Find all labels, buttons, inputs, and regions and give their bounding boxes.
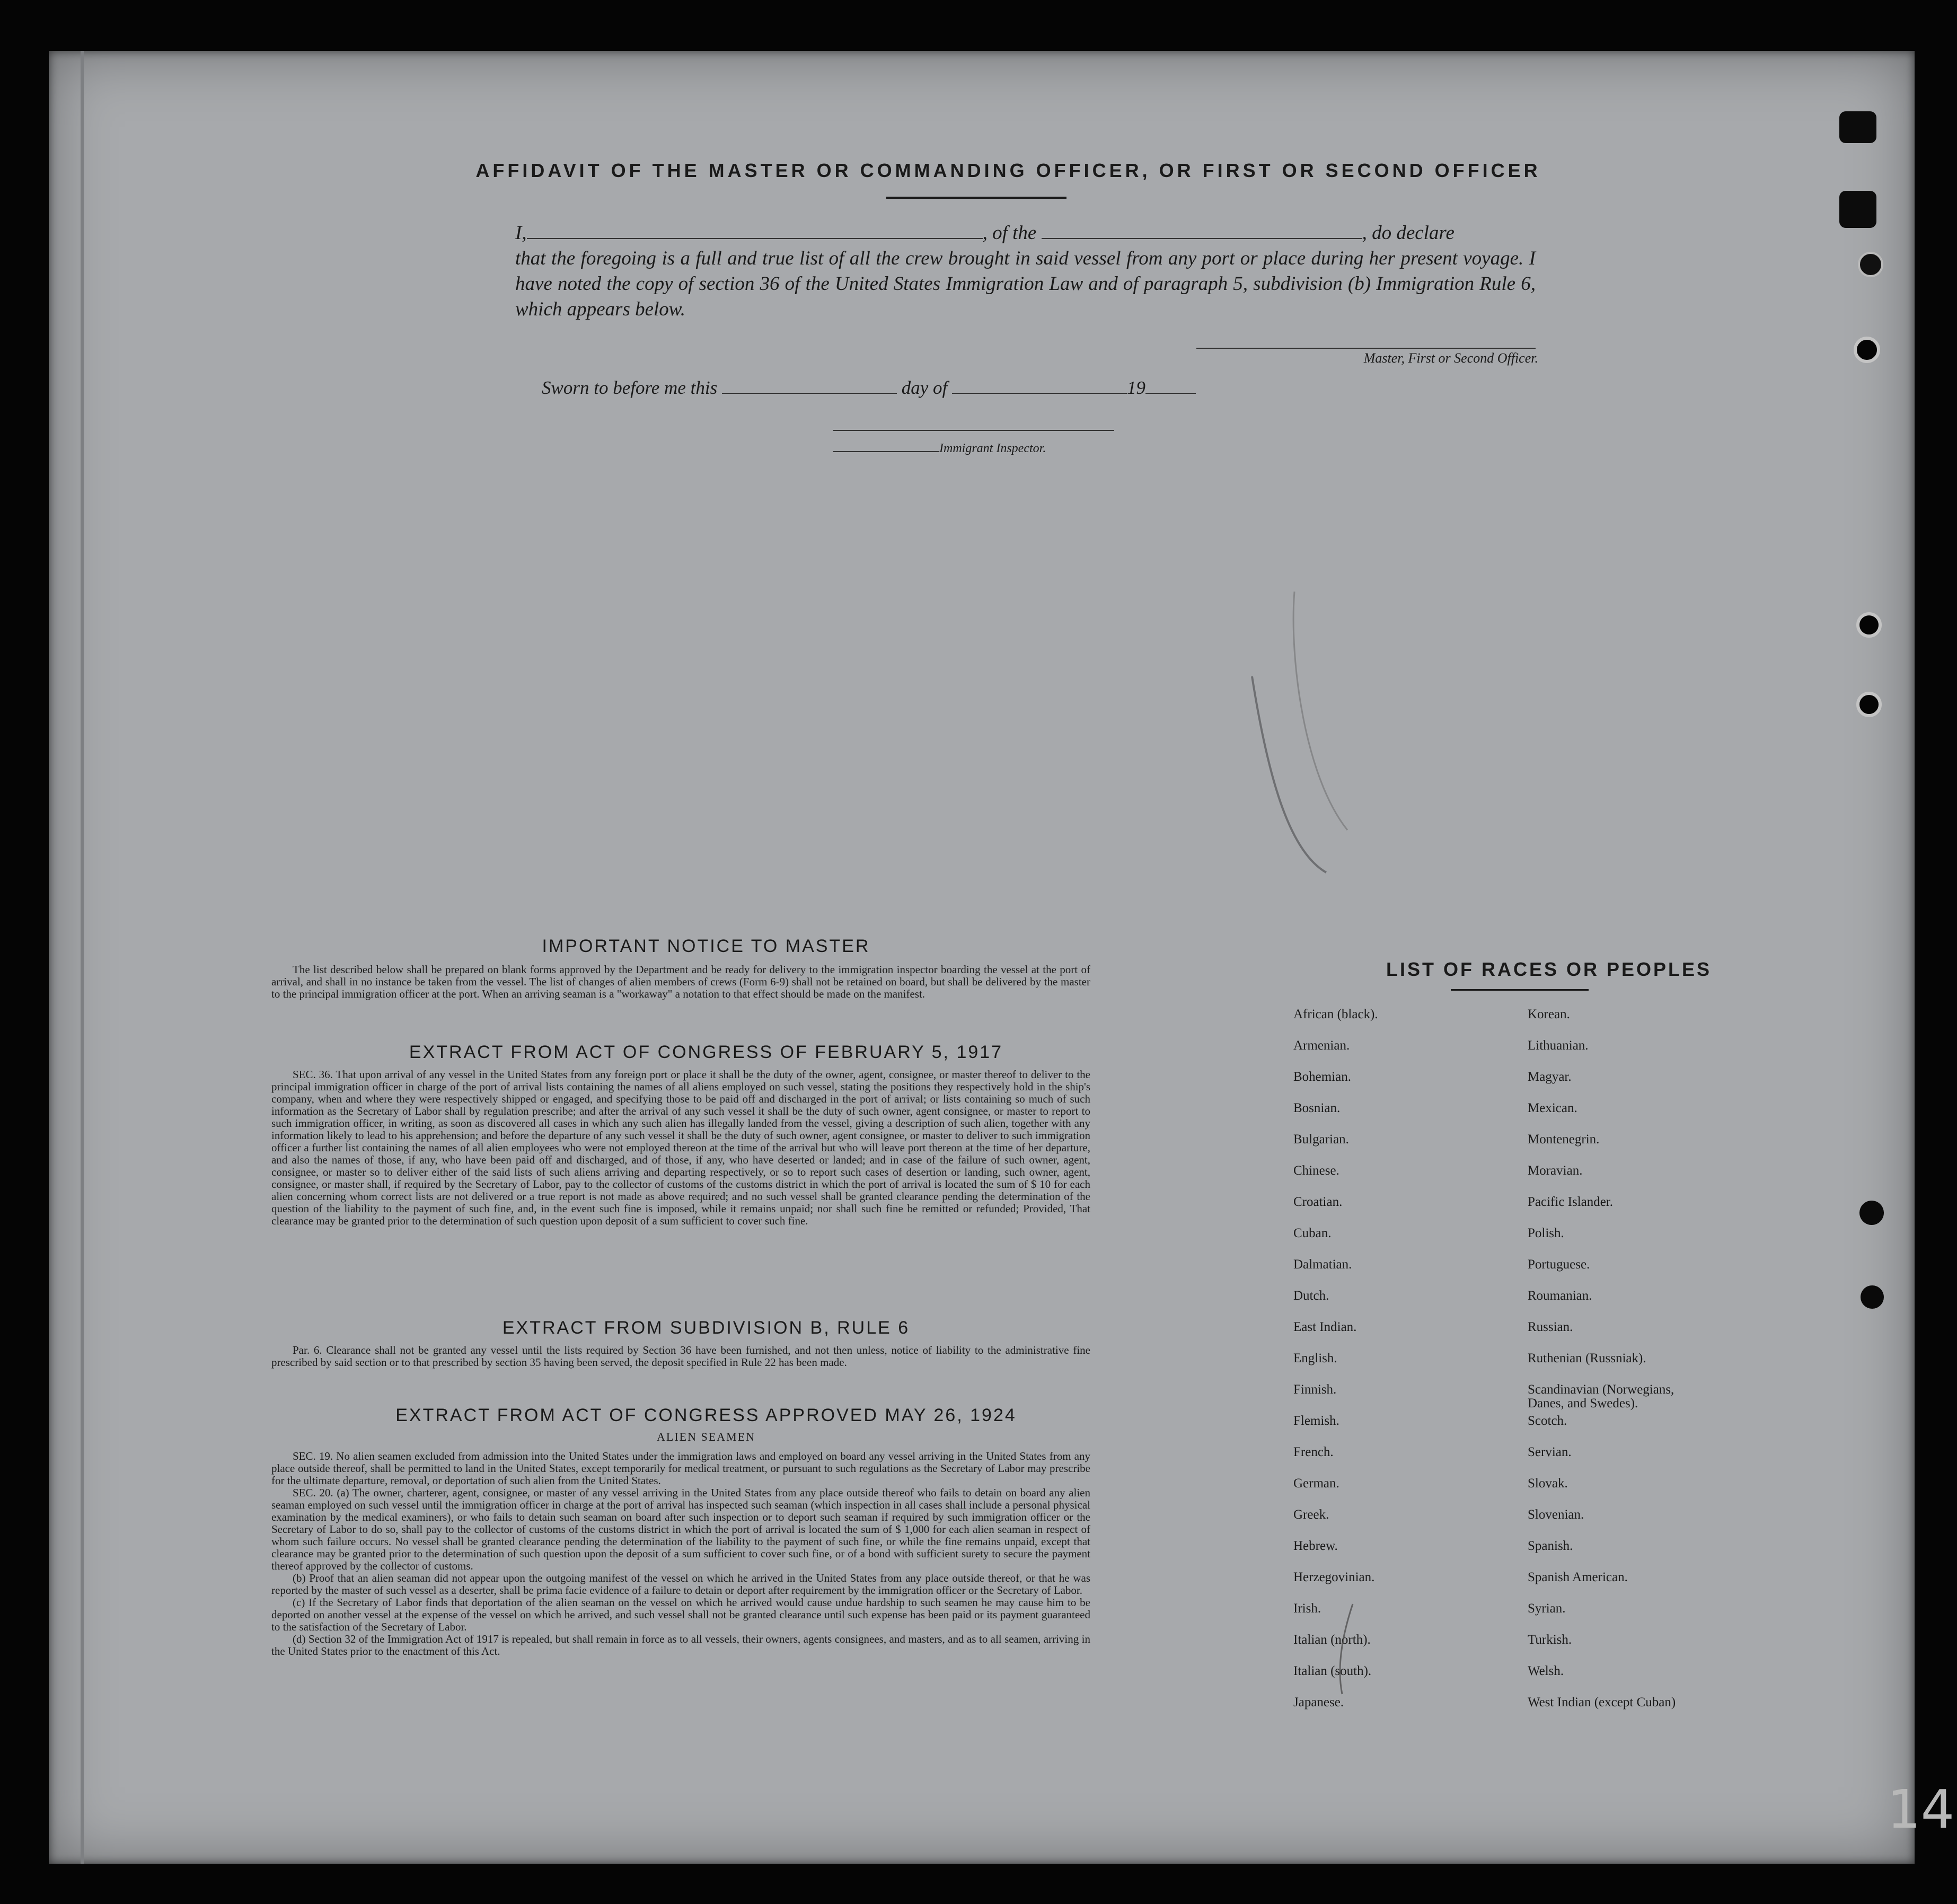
sworn-label: Sworn to before me this bbox=[542, 377, 718, 398]
race-item: Slovak. bbox=[1528, 1476, 1568, 1491]
race-item: English. bbox=[1293, 1351, 1337, 1365]
document-page bbox=[49, 51, 1915, 1864]
race-item: Spanish American. bbox=[1528, 1570, 1628, 1584]
affidavit-declare: , do declare bbox=[1362, 222, 1454, 244]
punch-hole-dark bbox=[1858, 252, 1883, 277]
pencil-marks bbox=[1188, 554, 1453, 1721]
race-item: Italian (north). bbox=[1293, 1633, 1371, 1647]
race-item: Flemish. bbox=[1293, 1414, 1339, 1428]
extract-1917-text: SEC. 36. That upon arrival of any vessel in the United States from any foreign port or place it shall be the duty of the owner, agent, consignee, or master thereof to deliver to the principal immigration officer in charge of the port of arrival lists containing the names of all aliens employed on such vessel, stating the positions they respectively hold in the ship's company, when and where they were respectively shipped or engaged, and specifying those to be paid off and discharged in the port of arrival; or lists containing so much of such information as the Secretary of Labor shall by regulation prescribe; and after the arrival of any such vessel it shall be the duty of such owner, agent consignee, or master to report to such immigration officer, in writing, as soon as discovered all cases in which any such alien has illegally landed from the vessel, giving a description of such alien, together with any information likely to lead to his apprehension; and before the departure of any such vessel it shall be the duty of such owner, agent consignee, or master to deliver to such immigration officer a further list containing the names of all alien employees who were not employed thereon at the time of the arrival but who will leave port thereon at the time of her departure, and also the names of those, if any, who have been paid off and discharged, and of those, if any, who have deserted or landed; and in case of the failure of such owner, agent, consignee, or master so to deliver either of the said lists of such aliens arriving and departing respectively, or so to report such cases of desertion or landing, such owner, agent, consignee, or master shall, if required by the Secretary of Labor, pay to the collector of customs of the customs district in which the port of arrival is located the sum of $ 10 for each alien concerning whom correct lists are not delivered or a true report is not made as above required; and no such vessel shall be granted clearance pending the determination of the question of the liability to the payment of such fine, and, in the event such fine is imposed, while it remains unpaid; nor shall such fine be remitted or refunded; Provided, That clearance may be granted prior to the determination of such question upon deposit of a sum sufficient to cover such fine. bbox=[271, 1068, 1090, 1227]
race-item: Mexican. bbox=[1528, 1101, 1577, 1115]
race-item: Russian. bbox=[1528, 1320, 1573, 1334]
race-item: East Indian. bbox=[1293, 1320, 1357, 1334]
notice-text: The list described below shall be prepared on blank forms approved by the Department and be ready for delivery to the immigration inspector boarding the vessel at the port of arrival, and shall in no instance be taken from the vessel. The list of changes of alien members of crews (Form 6-9) shall not be retained on board, but shall be delivered by the master to the principal immigration officer at the port. When an arriving seaman is a "workaway" a notation to that effect should be made on the manifest. bbox=[271, 963, 1090, 1000]
signature-line[interactable] bbox=[1196, 348, 1536, 349]
punch-hole-dark bbox=[1859, 1201, 1884, 1225]
extract-1924-text bbox=[271, 1450, 1090, 1658]
punch-hole-light bbox=[1856, 692, 1882, 717]
race-item: Turkish. bbox=[1528, 1633, 1572, 1647]
race-item: Chinese. bbox=[1293, 1163, 1339, 1178]
race-item: Korean. bbox=[1528, 1007, 1570, 1021]
extract-1917-title: EXTRACT FROM ACT OF CONGRESS OF FEBRUARY 5, 1917 bbox=[409, 1042, 1003, 1062]
race-item: Montenegrin. bbox=[1528, 1132, 1600, 1147]
race-item: African (black). bbox=[1293, 1007, 1378, 1021]
race-item: West Indian (except Cuban) bbox=[1528, 1695, 1676, 1709]
sworn-day-of: day of bbox=[901, 377, 948, 398]
race-item: Polish. bbox=[1528, 1226, 1564, 1240]
race-item: German. bbox=[1293, 1476, 1339, 1491]
inspector-caption-row bbox=[833, 440, 1119, 456]
race-item: Pacific Islander. bbox=[1528, 1195, 1614, 1209]
races-underline bbox=[1451, 989, 1589, 991]
race-item: Bosnian. bbox=[1293, 1101, 1341, 1115]
race-item: Croatian. bbox=[1293, 1195, 1343, 1209]
race-item: Slovenian. bbox=[1528, 1508, 1584, 1522]
sworn-statement bbox=[542, 377, 1196, 399]
race-item: Moravian. bbox=[1528, 1163, 1583, 1178]
races-right-column bbox=[1528, 1008, 1793, 1727]
binder-tab-top bbox=[1839, 111, 1876, 143]
affidavit-title: AFFIDAVIT OF THE MASTER OR COMMANDING OFFICER, OR FIRST OR SECOND OFFICER bbox=[475, 160, 1541, 181]
name-blank[interactable] bbox=[527, 222, 983, 239]
race-item: Lithuanian. bbox=[1528, 1038, 1589, 1053]
extract-1924-sec20a: SEC. 20. (a) The owner, charterer, agent, consignee, or master of any vessel arriving in the United States from any place outside thereof who fails to detain on board any alien seaman employed on such vessel until the immigration officer in charge at the port of arrival has inspected such seaman (which inspection in all cases shall include a personal physical examination by the medical examiners), or who fails to detain such seaman on board after such inspection or to deport such seaman if required by such immigration officer or the Secretary of Labor to do so, shall pay to the collector of customs of the customs district in which the port of arrival is located the sum of $ 1,000 for each alien seaman in respect of whom such failure occurs. No vessel shall be granted clearance pending the determination of the liability to the payment of such fine, or while the fine remains unpaid, except that clearance may be granted prior to the determination of such question upon the deposit of a sum sufficient to cover such fine, or of a bond with sufficient surety to secure the payment thereof approved by the collector of customs. bbox=[271, 1486, 1090, 1572]
affidavit-intro: I, bbox=[515, 222, 527, 244]
inspector-signature-line[interactable] bbox=[833, 430, 1114, 431]
extract-1924-sec20c: (c) If the Secretary of Labor finds that deportation of the alien seaman on the vessel on which he arrived would cause undue hardship to such seamen he may cause him to be deported on another vessel at the expense of the vessel on which he arrived, and such vessel shall not be granted clearance until such expense has been paid or its payment guaranteed to the satisfaction of the Secretary of Labor. bbox=[271, 1596, 1090, 1633]
affidavit-body bbox=[515, 221, 1536, 322]
race-item: French. bbox=[1293, 1445, 1334, 1459]
extract-1924-title: EXTRACT FROM ACT OF CONGRESS APPROVED MAY 26, 1924 bbox=[395, 1405, 1017, 1425]
extract-1924-sec20d: (d) Section 32 of the Immigration Act of 1917 is repealed, but shall remain in force as to all vessels, their owners, agents consignees, and masters, and as to all seamen, arriving in the United States prior to the enactment of this Act. bbox=[271, 1633, 1090, 1658]
punch-hole-light bbox=[1854, 337, 1880, 363]
race-item: Bohemian. bbox=[1293, 1070, 1352, 1084]
race-item: Spanish. bbox=[1528, 1539, 1573, 1553]
notice-title: IMPORTANT NOTICE TO MASTER bbox=[542, 936, 870, 956]
title-underline bbox=[886, 197, 1066, 199]
inspector-caption: Immigrant Inspector. bbox=[939, 442, 1046, 455]
race-item: Cuban. bbox=[1293, 1226, 1332, 1240]
race-item: Dutch. bbox=[1293, 1289, 1329, 1303]
sworn-year: 19 bbox=[1126, 377, 1145, 398]
race-item: Welsh. bbox=[1528, 1664, 1564, 1678]
signature-caption: Master, First or Second Officer. bbox=[1363, 350, 1538, 366]
race-item: Portuguese. bbox=[1528, 1257, 1590, 1272]
race-item: Finnish. bbox=[1293, 1382, 1337, 1397]
race-item: Bulgarian. bbox=[1293, 1132, 1349, 1147]
affidavit-statement: that the foregoing is a full and true list of all the crew brought in said vessel from any port or place during her present voyage. I have noted the copy of section 36 of the United States Immigration Law and of paragraph 5, subdivision (b) Immigration Rule 6, which appears below. bbox=[515, 248, 1536, 320]
affidavit-first-line bbox=[515, 221, 1536, 246]
sworn-day-blank[interactable] bbox=[722, 377, 897, 394]
race-item: Dalmatian. bbox=[1293, 1257, 1352, 1272]
race-item: Roumanian. bbox=[1528, 1289, 1592, 1303]
extract-1924-sec20b: (b) Proof that an alien seaman did not appear upon the outgoing manifest of the vessel on which he arrived in the United States from any place outside thereof, or that he was reported by the master of such vessel as a deserter, shall be prima facie evidence of a failure to detain or deport after requirement by the immigration officer or the Secretary of Labor. bbox=[271, 1572, 1090, 1597]
race-item: Hebrew. bbox=[1293, 1539, 1338, 1553]
sworn-month-blank[interactable] bbox=[952, 377, 1127, 394]
page-edge bbox=[81, 51, 84, 1864]
extract-1924-subtitle: ALIEN SEAMEN bbox=[657, 1430, 755, 1443]
extract-rule6-text: Par. 6. Clearance shall not be granted any vessel until the lists required by Section 36 have been furnished, and not then unless, notice of liability to the administrative fine prescribed by said section or to that prescribed by section 35 having been served, the deposit specified in Rule 22 has been made. bbox=[271, 1344, 1090, 1369]
race-item: Irish. bbox=[1293, 1601, 1321, 1616]
race-item: Magyar. bbox=[1528, 1070, 1572, 1084]
race-item: Scandinavian (Norwegians, Danes, and Swedes). bbox=[1528, 1382, 1674, 1411]
extract-1924-sec19: SEC. 19. No alien seamen excluded from admission into the United States under the immigration laws and employed on board any vessel arriving in the United States from any place outside thereof, shall be permitted to land in the United States, except temporarily for medical treatment, or pursuant to such regulations as the Secretary of Labor may prescribe for the ultimate departure, removal, or deportation of such alien from the United States. bbox=[271, 1450, 1090, 1487]
race-item: Armenian. bbox=[1293, 1038, 1350, 1053]
punch-hole-light bbox=[1856, 612, 1882, 638]
binder-tab-second bbox=[1839, 191, 1876, 228]
race-item: Ruthenian (Russniak). bbox=[1528, 1351, 1646, 1365]
sworn-year-blank[interactable] bbox=[1145, 377, 1196, 394]
race-item: Scotch. bbox=[1528, 1414, 1567, 1428]
race-item: Greek. bbox=[1293, 1508, 1329, 1522]
race-item: Italian (south). bbox=[1293, 1664, 1372, 1678]
races-title: LIST OF RACES OR PEOPLES bbox=[1386, 958, 1712, 980]
affidavit-of-the: , of the bbox=[982, 222, 1037, 244]
vessel-blank[interactable] bbox=[1042, 222, 1362, 239]
race-item: Herzegovinian. bbox=[1293, 1570, 1375, 1584]
extract-rule6-title: EXTRACT FROM SUBDIVISION B, RULE 6 bbox=[502, 1318, 910, 1338]
race-item: Japanese. bbox=[1293, 1695, 1344, 1709]
page-number: 14 bbox=[1887, 1778, 1955, 1840]
race-item: Servian. bbox=[1528, 1445, 1572, 1459]
inspector-name-blank[interactable] bbox=[833, 440, 939, 452]
punch-hole-dark bbox=[1861, 1285, 1884, 1309]
race-item: Syrian. bbox=[1528, 1601, 1566, 1616]
